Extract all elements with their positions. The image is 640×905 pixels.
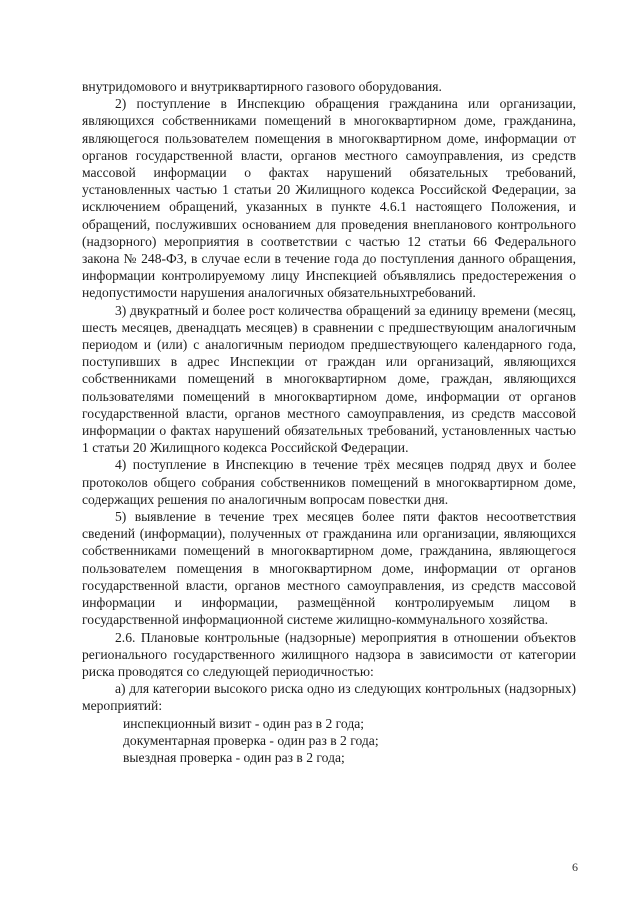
paragraph-item-2: 2) поступление в Инспекцию обращения гражданина или организации, являющихся собственниками помещений в многоквартирном доме, гражданина, являющегося пользователем помещения в многоквартирном доме, информации от органов государственной власти, органов местного самоуправления, из средств массовой информации о фактах нарушений обязательных требований, установленных частью 1 статьи 20 Жилищного кодекса Российской Федерации, за исключением обращений, указанных в пункте 4.6.1 настоящего Положения, и обращений, послуживших основанием для проведения внепланового контрольного (надзорного) мероприятия в соответствии с частью 12 статьи 66 Федерального закона № 248-ФЗ, в случае если в течение года до поступления данного обращения, информации контролируемому лицу Инспекцией объявлялись предостережения о недопустимости нарушения аналогичных обязательныхтребований. — [82, 96, 576, 301]
paragraph-item-5: 5) выявление в течение трех месяцев более пяти фактов несоответствия сведений (информации), полученных от гражданина или организации, являющихся собственниками помещений в многоквартирном доме, гражданина, являющегося пользователем помещения в многоквартирном доме, информации от органов государственной власти, органов местного самоуправления, из средств массовой информации и информации, размещённой контролируемым лицом в государственной информационной системе жилищно-коммунального хозяйства. — [82, 509, 576, 628]
list-item-onsite-check: выездная проверка - один раз в 2 года; — [123, 749, 345, 765]
paragraph-continuation: внутридомового и внутриквартирного газового оборудования. — [82, 79, 442, 94]
page-number: 6 — [572, 860, 578, 874]
paragraph-item-4: 4) поступление в Инспекцию в течение трёх месяцев подряд двух и более протоколов общего собрания собственников помещений в многоквартирном доме, содержащих решения по аналогичным вопросам повестки дня. — [82, 457, 576, 507]
list-item-documentary-check: документарная проверка - один раз в 2 года; — [123, 732, 379, 748]
list-item-inspection-visit: инспекционный визит - один раз в 2 года; — [123, 715, 365, 731]
paragraph-item-3: 3) двукратный и более рост количества обращений за единицу времени (месяц, шесть месяцев, двенадцать месяцев) в сравнении с предшествующим аналогичным периодом и (или) с аналогичным периодом предшествующего календарного года, поступивших в адрес Инспекции от граждан или организаций, являющихся собственниками помещений в многоквартирном доме, граждан, являющихся пользователями помещений в многоквартирном доме, информации от органов государственной власти, органов местного самоуправления, из средств массовой информации о фактах нарушений обязательных требований, установленных частью 1 статьи 20 Жилищного кодекса Российской Федерации. — [82, 302, 576, 456]
document-body — [82, 78, 576, 766]
paragraph-subitem-a: а) для категории высокого риска одно из следующих контрольных (надзорных) мероприятий: — [82, 681, 576, 714]
paragraph-section-2-6: 2.6. Плановые контрольные (надзорные) мероприятия в отношении объектов регионального государственного жилищного надзора в зависимости от категории риска проводятся со следующей периодичностью: — [82, 629, 576, 679]
